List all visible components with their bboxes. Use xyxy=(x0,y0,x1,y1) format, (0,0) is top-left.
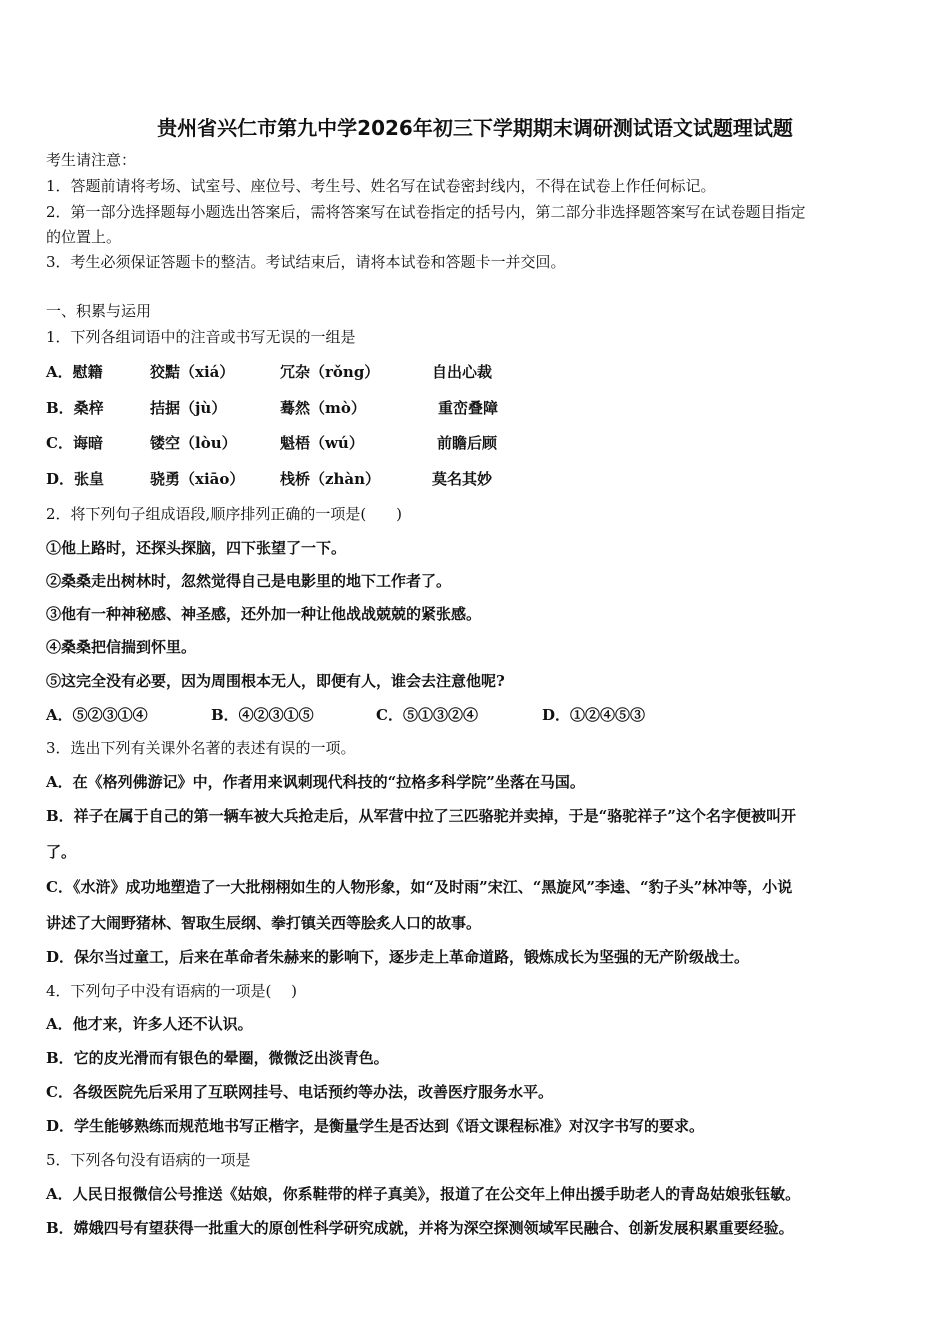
q1-c-word3: 魁梧（wú） xyxy=(280,434,364,452)
q1-stem: 1．下列各组词语中的注音或书写无误的一组是 xyxy=(46,328,356,346)
q1-c-word2: 镂空（lòu） xyxy=(150,434,237,452)
q2-option-b: B．④②③①⑤ xyxy=(211,706,314,724)
notice-item-1: 1．答题前请将考场、试室号、座位号、考生号、姓名写在试卷密封线内，不得在试卷上作任何标记。 xyxy=(46,177,716,195)
notice-item-3: 3．考生必须保证答题卡的整洁。考试结束后，请将本试卷和答题卡一并交回。 xyxy=(46,253,566,271)
q1-d-word3: 栈桥（zhàn） xyxy=(280,470,381,488)
q3-option-b-line1: B．祥子在属于自己的第一辆车被大兵抢走后，从军营中拉了三匹骆驼并卖掉，于是“骆驼祥子”这个名字便被叫开 xyxy=(46,807,796,825)
q2-sentence-2: ②桑桑走出树林时，忽然觉得自己是电影里的地下工作者了。 xyxy=(46,572,452,590)
q1-option-row-d xyxy=(46,468,906,488)
q1-d-word4: 莫名其妙 xyxy=(432,470,493,488)
q3-option-a: A．在《格列佛游记》中，作者用来讽刺现代科技的“拉格多科学院”坐落在马国。 xyxy=(46,773,585,791)
q2-options xyxy=(46,704,906,724)
q3-option-b-line2: 了。 xyxy=(46,843,77,861)
q5-stem: 5．下列各句没有语病的一项是 xyxy=(46,1151,251,1169)
q1-option-row-a xyxy=(46,361,906,381)
q1-a-word3: 冗杂（rǒng） xyxy=(280,363,380,381)
q3-option-c-line2: 讲述了大闹野猪林、智取生辰纲、拳打镇关西等脍炙人口的故事。 xyxy=(46,914,482,932)
q1-option-row-b xyxy=(46,397,906,417)
q4-option-a: A．他才来，许多人还不认识。 xyxy=(46,1015,253,1033)
notice-item-2: 2．第一部分选择题每小题选出答案后，需将答案写在试卷指定的括号内，第二部分非选择题答案写在试卷题目指定 xyxy=(46,203,806,221)
q2-option-d: D．①②④⑤③ xyxy=(542,706,646,724)
q4-option-c: C．各级医院先后采用了互联网挂号、电话预约等办法，改善医疗服务水平。 xyxy=(46,1083,553,1101)
q5-option-a: A．人民日报微信公号推送《姑娘，你系鞋带的样子真美》，报道了在公交年上伸出援手助老人的青岛姑娘张钰敏。 xyxy=(46,1185,801,1203)
q1-d-word1: D．张皇 xyxy=(46,470,105,488)
q2-option-a: A．⑤②③①④ xyxy=(46,706,148,724)
q3-option-c-line1: C．《水浒》成功地塑造了一大批栩栩如生的人物形象，如“及时雨”宋江、“黑旋风”李逵、“豹子头”林冲等，小说 xyxy=(46,878,793,896)
section-heading: 一、积累与运用 xyxy=(46,302,152,320)
q2-stem: 2．将下列句子组成语段,顺序排列正确的一项是( ) xyxy=(46,505,403,523)
notice-item-2-cont: 的位置上。 xyxy=(46,228,122,246)
q2-sentence-4: ④桑桑把信揣到怀里。 xyxy=(46,638,197,656)
q2-sentence-5: ⑤这完全没有必要，因为周围根本无人，即便有人，谁会去注意他呢? xyxy=(46,672,505,690)
q1-d-word2: 骁勇（xiāo） xyxy=(150,470,245,488)
q1-option-row-c xyxy=(46,432,906,452)
q1-c-word1: C．诲暗 xyxy=(46,434,103,452)
q1-b-word3: 蓦然（mò） xyxy=(280,399,366,417)
q4-option-d: D．学生能够熟练而规范地书写正楷字，是衡量学生是否达到《语文课程标准》对汉字书写的要求。 xyxy=(46,1117,705,1135)
q1-b-word2: 拮据（jù） xyxy=(150,399,227,417)
q1-c-word4: 前瞻后顾 xyxy=(437,434,498,452)
q2-option-c: C．⑤①③②④ xyxy=(376,706,478,724)
q4-stem: 4．下列句子中没有语病的一项是( ) xyxy=(46,982,298,1000)
q3-option-d: D．保尔当过童工，后来在革命者朱赫来的影响下，逐步走上革命道路，锻炼成长为坚强的无产阶级战士。 xyxy=(46,948,750,966)
q2-sentence-3: ③他有一种神秘感、神圣感，还外加一种让他战战兢兢的紧张感。 xyxy=(46,605,482,623)
exam-title: 贵州省兴仁市第九中学2026年初三下学期期末调研测试语文试题理试题 xyxy=(157,116,793,140)
q4-option-b: B．它的皮光滑而有银色的晕圈，微微泛出淡青色。 xyxy=(46,1049,389,1067)
q3-stem: 3．选出下列有关课外名著的表述有误的一项。 xyxy=(46,739,356,757)
q1-a-word2: 狡黠（xiá） xyxy=(150,363,235,381)
q2-sentence-1: ①他上路时，还探头探脑，四下张望了一下。 xyxy=(46,539,347,557)
notice-heading: 考生请注意： xyxy=(46,151,137,169)
q1-b-word4: 重峦叠障 xyxy=(438,399,499,417)
q1-b-word1: B．桑梓 xyxy=(46,399,104,417)
q5-option-b: B．嫦娥四号有望获得一批重大的原创性科学研究成就，并将为深空探测领域军民融合、创新发展积累重要经验。 xyxy=(46,1219,794,1237)
q1-a-word4: 自出心裁 xyxy=(432,363,493,381)
q1-a-word1: A．慰籍 xyxy=(46,363,103,381)
